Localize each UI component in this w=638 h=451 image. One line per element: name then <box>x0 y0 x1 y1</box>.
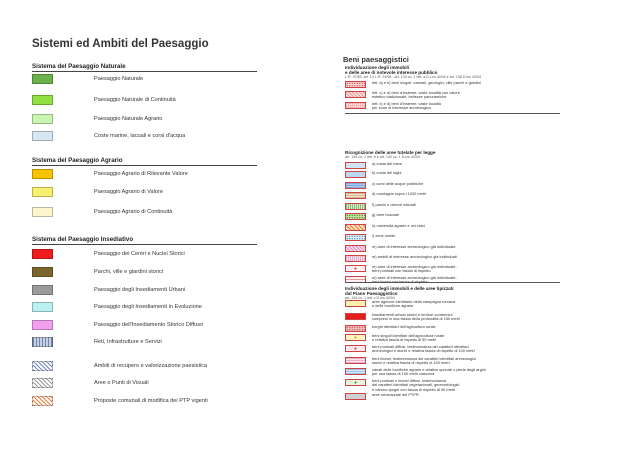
legend-swatch <box>345 213 366 220</box>
legend-label: canali delle bonifiche agrarie e relative sponde o piede degli argini <box>372 367 486 372</box>
legend-label: Coste marine, lacuali e corsi d'acqua <box>94 132 186 139</box>
legend-label: e relativa fascia di rispetto di 50 metri <box>372 337 437 343</box>
legend-label: m) ambiti di interesse archeologico già individuati <box>372 254 457 259</box>
legend-swatch <box>345 255 366 262</box>
legend-swatch <box>345 313 366 320</box>
legend-label: Aree o Punti di Visuali <box>94 379 149 386</box>
legend-swatch <box>345 245 366 252</box>
legend-label: a) costa dei mare <box>372 161 403 166</box>
legend-swatch <box>32 361 53 371</box>
legend-label: Paesaggio Naturale di Continuità <box>94 96 176 103</box>
legend-swatch <box>345 102 366 109</box>
legend-swatch <box>32 114 53 124</box>
legend-swatch <box>32 95 53 105</box>
legend-label: Paesaggio Naturale Agrario <box>94 115 163 122</box>
legend-label: d) montagne sopra i 1200 metri <box>372 191 427 196</box>
legend-swatch <box>345 224 366 231</box>
legend-swatch <box>32 207 53 217</box>
legend-swatch <box>32 337 53 347</box>
legend-label: lett. c) e d) beni d'insieme: vaste località con valore <box>372 90 460 95</box>
legend-label: h) università agrarie e usi civici <box>372 223 426 228</box>
legend-label: per zone di interesse archeologico <box>372 105 432 111</box>
legend-swatch <box>32 302 53 312</box>
legend-swatch <box>32 131 53 141</box>
legend-swatch <box>345 234 366 241</box>
group-title: Individuazione degli immobili <box>345 65 410 70</box>
legend-label: compresi in una fascia della profondità di 150 metri <box>372 316 460 322</box>
legend-swatch <box>345 300 366 307</box>
section-title: Sistema del Paesaggio Insediativo <box>32 236 134 243</box>
legend-swatch <box>32 249 53 259</box>
legend-label: Paesaggio degli Insediamenti in Evoluzione <box>94 303 202 310</box>
legend-label: lett. a) e b) beni singoli: naturali, geologici, ville parchi e giardini <box>372 80 481 85</box>
group-reference: art. 134 co. 1 lett. c D.lvo 42/04 <box>345 296 395 301</box>
legend-label: beni lineari con fascia di rispetto <box>372 279 428 285</box>
legend-swatch <box>345 345 366 352</box>
right-panel-title: Beni paesaggistici <box>343 55 409 64</box>
section-rule <box>32 244 257 245</box>
legend-swatch <box>32 285 53 295</box>
legend-label: insediamenti urbani storici e territori contermini <box>372 312 453 317</box>
legend-swatch <box>32 169 53 179</box>
legend-swatch <box>345 379 366 386</box>
legend-swatch <box>345 171 366 178</box>
legend-swatch <box>345 192 366 199</box>
section-rule <box>32 165 257 166</box>
group-title: dal Piano Paesaggistico <box>345 291 398 297</box>
legend-label: Reti, Infrastrutture e Servizi <box>94 338 162 345</box>
group-title: e delle aree di notevole interesse pubblico <box>345 70 438 76</box>
legend-label: beni lineari, testimonianza dei caratteri identitari archeologici <box>372 356 477 361</box>
legend-label: m) aree di interesse archeologico già individuate <box>372 244 456 249</box>
legend-swatch <box>32 396 53 406</box>
legend-label: m) aree di interesse archeologico già individuate - <box>372 264 458 269</box>
legend-label: e carsico-ipogei con fascia di rispetto di 50 metri <box>372 386 456 392</box>
legend-label: g) aree boscate <box>372 212 400 217</box>
section-rule <box>32 71 257 72</box>
legend-label: beni puntuali con fascia di rispetto <box>372 268 431 274</box>
legend-swatch <box>345 162 366 169</box>
group-rule <box>345 113 560 114</box>
legend-label: Paesaggio dell'Insediamento Storico Diffuso <box>94 321 204 328</box>
legend-label: beni puntuali diffusi, testimonianza dei caratteri identitari <box>372 344 469 349</box>
section-title: Sistema del Paesaggio Naturale <box>32 63 126 70</box>
legend-label: Paesaggio degli Insediamenti Urbani <box>94 286 186 293</box>
legend-swatch <box>345 393 366 400</box>
section-title: Sistema del Paesaggio Agrario <box>32 157 123 164</box>
legend-swatch <box>32 378 53 388</box>
group-reference: art. 134 co. 1 lett. b e art. 142 co. 1 D.lvo 42/04 <box>345 155 420 160</box>
legend-swatch <box>32 320 53 330</box>
legend-label: Paesaggio Agrario di Valore <box>94 188 163 195</box>
legend-swatch <box>345 334 366 341</box>
legend-label: Ambiti di recupero e valorizzazione paesistica <box>94 362 208 369</box>
legend-label: estetico tradizionale, bellezze panoramiche <box>372 94 447 100</box>
legend-swatch <box>345 368 366 375</box>
legend-label: Paesaggio dei Centri e Nuclei Storici <box>94 250 185 257</box>
legend-label: Proposte comunali di modifica dei PTP vigenti <box>94 397 208 404</box>
legend-label: beni singoli identitari dell'agricoltura rurale <box>372 333 445 338</box>
legend-label: Paesaggio Naturale <box>94 75 144 82</box>
legend-swatch <box>345 91 366 98</box>
legend-label: storici e relativa fascia di rispetto di 100 metri <box>372 360 450 366</box>
legend-swatch <box>345 265 366 272</box>
legend-swatch <box>32 74 53 84</box>
legend-label: dei caratteri identitari vegetazionali, geomorfologici <box>372 382 460 388</box>
legend-label: Parchi, ville e giardini storici <box>94 268 164 275</box>
legend-swatch <box>32 187 53 197</box>
legend-label: Paesaggio Agrario di Continuità <box>94 208 173 215</box>
group-title: Ricognizione delle aree tutelate per legge <box>345 150 436 155</box>
legend-swatch <box>345 182 366 189</box>
group-title: Individuazione degli immobili e delle aree tipizzati <box>345 286 454 291</box>
legend-label: borghi identitari dell'agricoltura rurale <box>372 324 436 329</box>
legend-label: per una fascia di 150 metri ciascuna <box>372 371 435 377</box>
legend-label: m) aree di interesse archeologico già individuate - <box>372 275 458 280</box>
legend-label: beni puntuali e lineari diffusi, testimonianza <box>372 378 447 383</box>
legend-swatch <box>345 357 366 364</box>
legend-label: lett. c) e d) beni d'insieme: vaste località <box>372 101 441 106</box>
legend-label: b) costa dei laghi <box>372 170 402 175</box>
legend-label: f) parchi e riserve naturali <box>372 202 416 207</box>
legend-label: aree agricole identitarie della campagna romana <box>372 299 456 304</box>
legend-swatch <box>32 267 53 277</box>
legend-label: i) zone umide <box>372 233 396 238</box>
legend-label: e delle bonifiche agrarie <box>372 303 414 309</box>
legend-label: archeologici e storici e relativa fascia di rispetto di 100 metri <box>372 348 475 354</box>
legend-label: c) corsi delle acque pubbliche <box>372 181 424 186</box>
legend-swatch <box>345 203 366 210</box>
legend-label: aree urbanizzate del PTPR <box>372 392 419 397</box>
group-reference: L.R. 37/83, art. 14 L.R. 24/98 - art. 134 co. 1 lett. a D.Lvo 42/04 e art. 136 D.lvo 42/04 <box>345 75 482 80</box>
page-title: Sistemi ed Ambiti del Paesaggio <box>32 38 209 50</box>
legend-swatch <box>345 325 366 332</box>
legend-swatch <box>345 81 366 88</box>
legend-label: Paesaggio Agrario di Rilevante Valore <box>94 170 188 177</box>
